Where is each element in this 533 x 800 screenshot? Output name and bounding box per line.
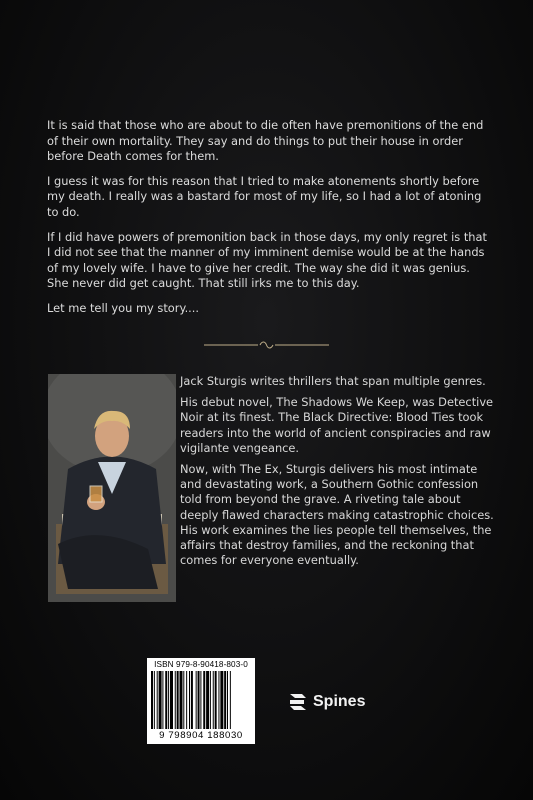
blurb-paragraph: It is said that those who are about to die often have premonitions of the end of their own mortality. They say and do things to put their house in order before Death comes for them. xyxy=(47,118,484,164)
blurb-paragraph: I guess it was for this reason that I tried to make atonements shortly before my death. I really was a bastard for most of my life, so I had a lot of atoning to do. xyxy=(47,173,482,219)
barcode-bar xyxy=(180,671,183,729)
barcode-bar xyxy=(186,671,187,729)
barcode-bar xyxy=(191,671,193,729)
barcode-bar xyxy=(224,671,226,729)
barcode-bar xyxy=(206,671,209,729)
bio-paragraph: Now, with The Ex, Sturgis delivers his most intimate and devastating work, a Southern Gothic confession told from beyond the grave. A riveting tale about deeply flawed characters making catastrophic choices. His work examines the lies people tell themselves, the affairs that destroy families, and the reckoning that comes for everyone eventually. xyxy=(180,462,494,568)
barcode-bar xyxy=(154,671,155,729)
author-photo xyxy=(48,374,176,602)
barcode-bar xyxy=(157,671,158,729)
barcode-bar xyxy=(168,671,169,729)
back-cover-blurb xyxy=(47,118,487,326)
blurb-paragraph: Let me tell you my story.... xyxy=(47,300,200,315)
barcode-bar xyxy=(165,671,167,729)
barcode-bar xyxy=(200,671,201,729)
barcode-bar xyxy=(183,671,184,729)
barcode-bar xyxy=(189,671,190,729)
blurb-paragraph: If I did have powers of premonition back in those days, my only regret is that I did not see that the manner of my imminent demise would be at the hands of my lovely wife. I have to give her credit. The way she did it was genius. She never did get caught. That still irks me to this day. xyxy=(47,229,487,291)
ornamental-divider xyxy=(200,340,333,350)
author-bio xyxy=(180,374,500,574)
barcode-bar xyxy=(203,671,205,729)
barcode-bar xyxy=(177,671,179,729)
isbn-barcode xyxy=(147,658,255,744)
barcode-bar xyxy=(230,671,231,729)
barcode-bar xyxy=(159,671,162,729)
barcode-bar xyxy=(220,671,223,729)
bio-paragraph: His debut novel, The Shadows We Keep, was Detective Noir at its finest. The Black Directive: Blood Ties took readers into the world of ancient conspiracies and raw vigilante vengeance. xyxy=(180,395,494,455)
spines-logo-icon xyxy=(287,691,309,713)
barcode-bars xyxy=(151,671,251,729)
bio-paragraph: Jack Sturgis writes thrillers that span multiple genres. xyxy=(180,374,486,388)
barcode-digits: 9 798904 188030 xyxy=(159,730,243,741)
barcode-bar xyxy=(170,671,173,729)
barcode-bar xyxy=(162,671,163,729)
barcode-bar xyxy=(196,671,197,729)
isbn-label: ISBN 979-8-90418-803-0 xyxy=(154,660,248,669)
publisher-brand xyxy=(287,690,365,714)
barcode-bar xyxy=(227,671,228,729)
barcode-bar xyxy=(218,671,219,729)
barcode-bar xyxy=(198,671,200,729)
barcode-bar xyxy=(213,671,214,729)
publisher-name: Spines xyxy=(313,693,366,710)
barcode-bar xyxy=(151,671,153,729)
barcode-bar xyxy=(215,671,217,729)
barcode-bar xyxy=(175,671,176,729)
barcode-bar xyxy=(210,671,211,729)
